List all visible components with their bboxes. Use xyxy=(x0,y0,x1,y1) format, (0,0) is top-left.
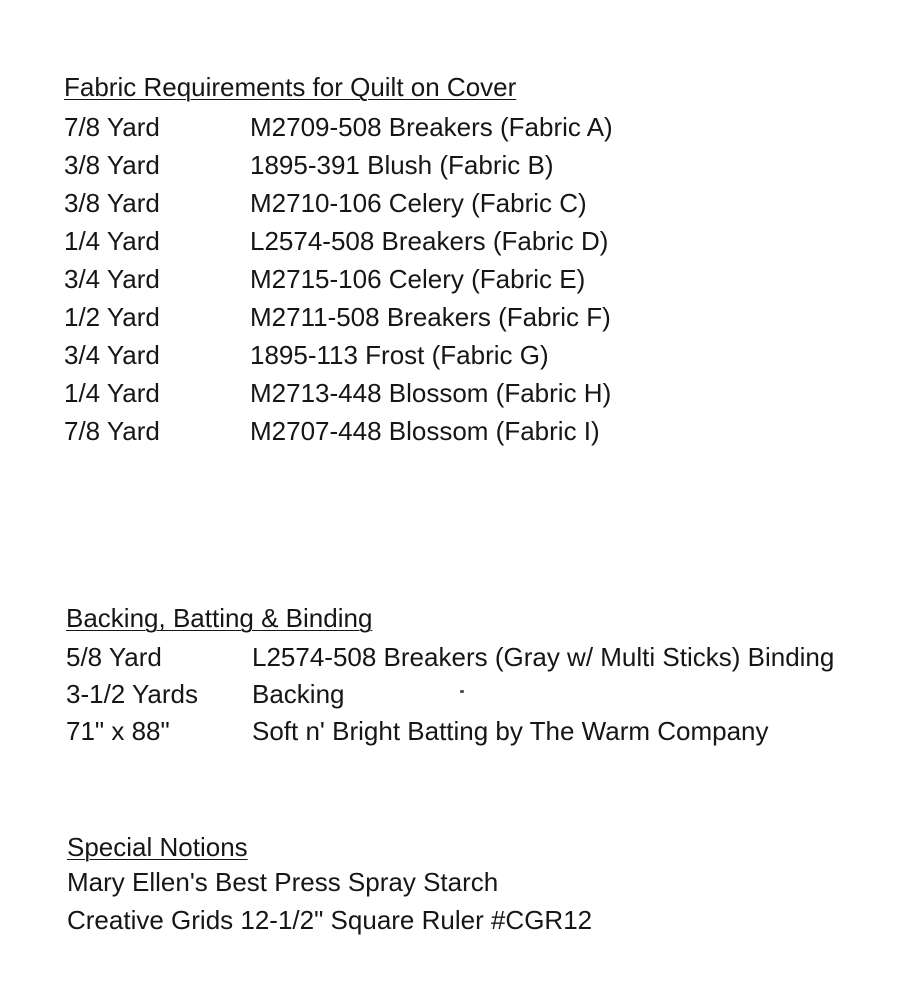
backing-row xyxy=(0,712,912,750)
fabric-quantity: 3/8 Yard xyxy=(64,188,160,218)
fabric-quantity: 3/4 Yard xyxy=(64,340,160,370)
fabric-quantity: 3/4 Yard xyxy=(64,264,160,294)
fabric-row xyxy=(0,260,912,298)
backing-batting-binding-heading: Backing, Batting & Binding xyxy=(66,603,373,633)
fabric-quantity: 3/8 Yard xyxy=(64,150,160,180)
backing-description: L2574-508 Breakers (Gray w/ Multi Sticks) Binding xyxy=(252,642,835,672)
fabric-row xyxy=(0,412,912,450)
fabric-quantity: 1/4 Yard xyxy=(64,378,160,408)
fabric-description: M2713-448 Blossom (Fabric H) xyxy=(250,378,612,408)
fabric-description: M2709-508 Breakers (Fabric A) xyxy=(250,112,613,142)
fabric-quantity: 1/4 Yard xyxy=(64,226,160,256)
fabric-quantity: 1/2 Yard xyxy=(64,302,160,332)
backing-description: Soft n' Bright Batting by The Warm Company xyxy=(252,716,769,746)
fabric-description: M2715-106 Celery (Fabric E) xyxy=(250,264,586,294)
special-notions-heading: Special Notions xyxy=(67,832,248,862)
fabric-quantity: 7/8 Yard xyxy=(64,112,160,142)
backing-row xyxy=(0,675,912,713)
fabric-row xyxy=(0,374,912,412)
fabric-row xyxy=(0,336,912,374)
notion-item: Creative Grids 12-1/2" Square Ruler #CGR12 xyxy=(67,905,593,935)
fabric-row xyxy=(0,298,912,336)
fabric-row xyxy=(0,108,912,146)
fabric-description: 1895-113 Frost (Fabric G) xyxy=(250,340,549,370)
fabric-row xyxy=(0,184,912,222)
scan-speck xyxy=(460,690,464,693)
backing-quantity: 71" x 88" xyxy=(66,716,170,746)
fabric-description: L2574-508 Breakers (Fabric D) xyxy=(250,226,609,256)
backing-quantity: 5/8 Yard xyxy=(66,642,162,672)
fabric-description: M2710-106 Celery (Fabric C) xyxy=(250,188,587,218)
backing-description: Backing xyxy=(252,679,345,709)
backing-quantity: 3-1/2 Yards xyxy=(66,679,199,709)
backing-row xyxy=(0,638,912,676)
fabric-quantity: 7/8 Yard xyxy=(64,416,160,446)
fabric-description: 1895-391 Blush (Fabric B) xyxy=(250,150,554,180)
fabric-description: M2711-508 Breakers (Fabric F) xyxy=(250,302,611,332)
notion-item: Mary Ellen's Best Press Spray Starch xyxy=(67,867,499,897)
fabric-row xyxy=(0,222,912,260)
fabric-description: M2707-448 Blossom (Fabric I) xyxy=(250,416,600,446)
fabric-requirements-heading: Fabric Requirements for Quilt on Cover xyxy=(64,72,517,102)
fabric-row xyxy=(0,146,912,184)
